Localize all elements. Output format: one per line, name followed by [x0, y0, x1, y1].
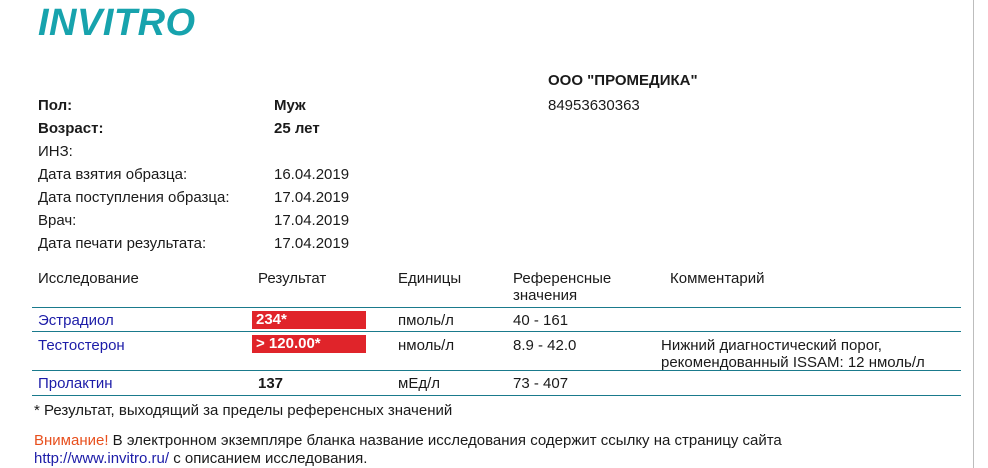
print-date-value: 17.04.2019	[274, 235, 350, 252]
table-rule	[32, 331, 961, 332]
column-header-reference-line1: Референсные	[513, 270, 612, 287]
sample-date-label: Дата взятия образца:	[38, 166, 188, 183]
invitro-logo: INVITRO	[38, 2, 196, 44]
table-rule	[32, 307, 961, 308]
column-header-comment: Комментарий	[670, 270, 765, 287]
test-link-estradiol[interactable]: Эстрадиол	[38, 312, 114, 329]
invitro-site-link[interactable]: http://www.invitro.ru/	[34, 450, 170, 467]
sample-date-value: 16.04.2019	[274, 166, 350, 183]
column-header-reference	[513, 270, 611, 304]
result-flag-testosterone: > 120.00*	[252, 335, 366, 353]
doctor-label: Врач:	[38, 212, 77, 229]
units-prolactin: мЕд/л	[398, 375, 440, 392]
comment-testosterone	[661, 337, 925, 371]
notice-text-1: В электронном экземпляре бланка название исследования содержит ссылку на страницу сайта	[108, 432, 782, 449]
test-link-testosterone[interactable]: Тестостерон	[38, 337, 125, 354]
reference-prolactin: 73 - 407	[513, 375, 569, 392]
result-prolactin: 137	[258, 375, 284, 392]
reference-testosterone: 8.9 - 42.0	[513, 337, 577, 354]
received-date-value: 17.04.2019	[274, 189, 350, 206]
sex-label: Пол:	[38, 97, 73, 114]
test-link-prolactin[interactable]: Пролактин	[38, 375, 113, 392]
comment-testosterone-line2: рекомендованный ISSAM: 12 нмоль/л	[661, 354, 925, 371]
doctor-value: 17.04.2019	[274, 212, 350, 229]
column-header-result: Результат	[258, 270, 327, 287]
inz-label: ИНЗ:	[38, 143, 73, 160]
print-date-label: Дата печати результата:	[38, 235, 207, 252]
warning-label: Внимание!	[34, 432, 109, 449]
lab-name: ООО "ПРОМЕДИКА"	[548, 72, 698, 89]
age-value: 25 лет	[274, 120, 320, 137]
comment-testosterone-line1: Нижний диагностический порог,	[661, 337, 882, 354]
reference-estradiol: 40 - 161	[513, 312, 569, 329]
notice-text-2: с описанием исследования.	[169, 450, 368, 467]
age-label: Возраст:	[38, 120, 104, 137]
column-header-units: Единицы	[398, 270, 462, 287]
footnote: * Результат, выходящий за пределы референсных значений	[34, 402, 453, 419]
table-rule	[32, 395, 961, 396]
column-header-reference-line2: значения	[513, 287, 578, 304]
column-header-test: Исследование	[38, 270, 139, 287]
units-estradiol: пмоль/л	[398, 312, 454, 329]
sex-value: Муж	[274, 97, 306, 114]
units-testosterone: нмоль/л	[398, 337, 455, 354]
notice	[34, 432, 934, 468]
received-date-label: Дата поступления образца:	[38, 189, 230, 206]
table-rule	[32, 370, 961, 371]
lab-phone: 84953630363	[548, 97, 640, 114]
result-flag-estradiol: 234*	[252, 311, 366, 329]
